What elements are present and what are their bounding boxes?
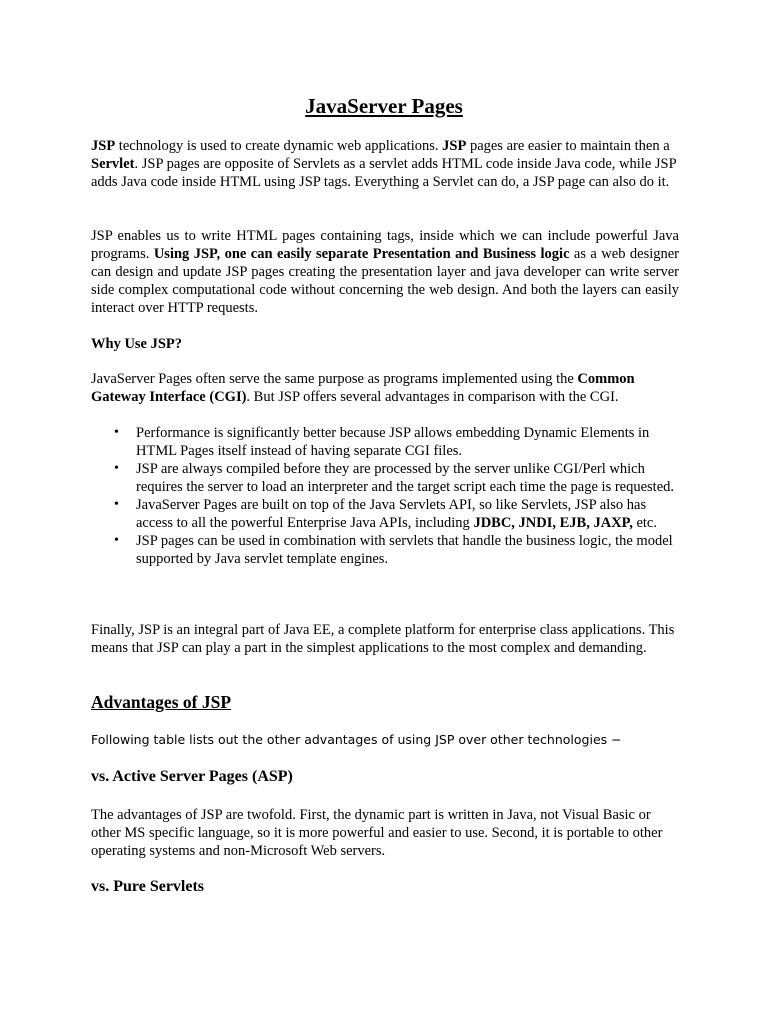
list-item — [114, 496, 680, 532]
bold-text: Using JSP, one can easily separate Presentation and Business logic — [153, 246, 570, 262]
asp-paragraph: The advantages of JSP are twofold. First, the dynamic part is written in Java, not Visual Basic or other MS specific language, so it is more powerful and easier to use. Second, it is portable to other operating systems and non-Microsoft Web servers. — [91, 807, 663, 859]
bullet-icon: • — [114, 533, 119, 548]
bullet-icon: • — [114, 497, 119, 512]
body-text: . But JSP offers several advantages in comparison with the CGI. — [246, 389, 619, 405]
body-text: JavaServer Pages often serve the same purpose as programs implemented using the — [91, 371, 578, 387]
body-text: pages are easier to maintain then a — [466, 138, 670, 154]
servlets-heading: vs. Pure Servlets — [91, 878, 205, 895]
cgi-paragraph — [91, 370, 679, 406]
intro-paragraph — [91, 137, 679, 191]
page-title: JavaServer Pages — [305, 94, 463, 118]
list-item-text: etc. — [632, 515, 657, 531]
bold-text: JSP — [442, 138, 467, 154]
table-intro-text: Following table lists out the other advantages of using JSP over other technologies − — [91, 732, 622, 747]
finally-paragraph: Finally, JSP is an integral part of Java EE, a complete platform for enterprise class applications. This means that JSP can play a part in the simplest applications to the most complex and demanding. — [91, 622, 675, 656]
bullet-icon: • — [114, 425, 119, 440]
asp-heading: vs. Active Server Pages (ASP) — [91, 768, 293, 785]
list-item-text: JavaServer Pages are built on top of the Java Servlets API, so like Servlets, JSP also has access to all the powerful Enterprise Java APIs, including — [136, 497, 647, 531]
advantages-heading: Advantages of JSP — [91, 692, 232, 712]
bold-text: JSP — [91, 138, 116, 154]
list-item — [114, 460, 680, 496]
list-item-text: Performance is significantly better because JSP allows embedding Dynamic Elements in HTML Pages itself instead of having separate CGI files. — [136, 425, 650, 459]
bold-text: Common Gateway Interface (CGI) — [91, 371, 635, 405]
list-item-text: JSP pages can be used in combination with servlets that handle the business logic, the model supported by Java servlet template engines. — [136, 533, 673, 567]
body-text: as a web designer can design and update JSP pages creating the presentation layer and java developer can write server side complex computational code without concerning the web design. And both the layers can easily interact over HTTP requests. — [91, 246, 680, 316]
list-item — [114, 532, 680, 568]
bullet-icon: • — [114, 461, 119, 476]
list-item-text: JSP are always compiled before they are processed by the server unlike CGI/Perl which requires the server to load an interpreter and the target script each time the page is requested. — [136, 461, 675, 495]
bold-text: JDBC, JNDI, EJB, JAXP, — [473, 515, 633, 531]
list-item — [114, 424, 680, 460]
bold-text: Servlet — [91, 156, 135, 172]
body-text: JSP enables us to write HTML pages containing tags, inside which we can include powerful Java programs. — [91, 228, 679, 262]
body-text: . JSP pages are opposite of Servlets as a servlet adds HTML code inside Java code, while JSP adds Java code inside HTML using JSP tags. Everything a Servlet can do, a JSP page can also do it. — [91, 156, 677, 190]
why-use-heading: Why Use JSP? — [91, 336, 183, 352]
advantages-list — [114, 424, 680, 568]
body-text: technology is used to create dynamic web applications. — [115, 138, 443, 154]
enables-paragraph — [91, 227, 679, 317]
